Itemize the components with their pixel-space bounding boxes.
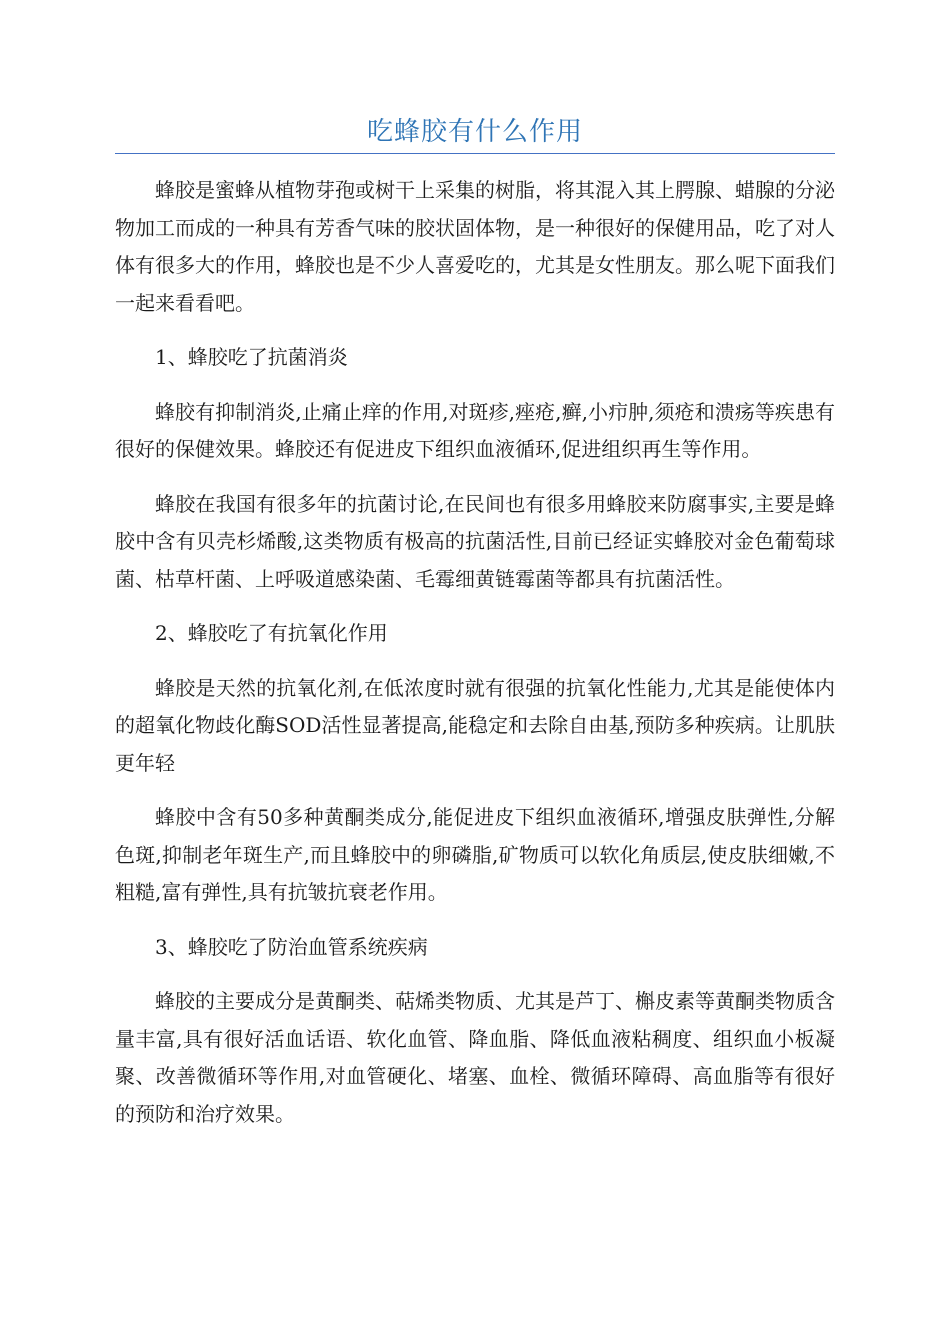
section-heading-vascular: 3、蜂胶吃了防治血管系统疾病 xyxy=(155,934,428,959)
intro-paragraph: 蜂胶是蜜蜂从植物芽孢或树干上采集的树脂，将其混入其上腭腺、蜡腺的分泌物加工而成的一种具有芳香气味的胶状固体物，是一种很好的保健用品，吃了对人体有很多大的作用，蜂胶也是不少人喜爱吃的，尤其是女性朋友。那么呢下面我们一起来看看吧。 xyxy=(115,178,835,315)
paragraph-anti-inflammatory: 蜂胶有抑制消炎,止痛止痒的作用,对斑疹,痤疮,癣,小疖肿,须疮和溃疡等疾患有很好的保健效果。蜂胶还有促进皮下组织血液循环,促进组织再生等作用。 xyxy=(115,399,835,461)
title-underline-rule xyxy=(115,153,835,154)
section-heading-antibacterial: 1、蜂胶吃了抗菌消炎 xyxy=(155,345,348,369)
paragraph-antibacterial-research: 蜂胶在我国有很多年的抗菌讨论,在民间也有很多用蜂胶来防腐事实,主要是蜂胶中含有贝壳杉烯酸,这类物质有极高的抗菌活性,目前已经证实蜂胶对金色葡萄球菌、枯草杆菌、上呼吸道感染菌、毛霉细黄链霉菌等都具有抗菌活性。 xyxy=(115,491,835,591)
paragraph-skin-flavonoids: 蜂胶中含有50多种黄酮类成分,能促进皮下组织血液循环,增强皮肤弹性,分解色斑,抑制老年斑生产,而且蜂胶中的卵磷脂,矿物质可以软化角质层,使皮肤细嫩,不粗糙,富有弹性,具有抗皱抗衰老作用。 xyxy=(115,805,835,904)
paragraph-antioxidant: 蜂胶是天然的抗氧化剂,在低浓度时就有很强的抗氧化性能力,尤其是能使体内的超氧化物歧化酶SOD活性显著提高,能稳定和去除自由基,预防多种疾病。让肌肤更年轻 xyxy=(115,675,835,775)
document-body xyxy=(115,172,835,1150)
section-heading-antioxidant: 2、蜂胶吃了有抗氧化作用 xyxy=(155,621,388,645)
document-title: 吃蜂胶有什么作用 xyxy=(366,117,583,147)
paragraph-vascular: 蜂胶的主要成分是黄酮类、萜烯类物质、尤其是芦丁、槲皮素等黄酮类物质含量丰富,具有很好活血话语、软化血管、降血脂、降低血液粘稠度、组织血小板凝聚、改善微循环等作用,对血管硬化、堵塞、血栓、微循环障碍、高血脂等有很好的预防和治疗效果。 xyxy=(115,989,835,1126)
